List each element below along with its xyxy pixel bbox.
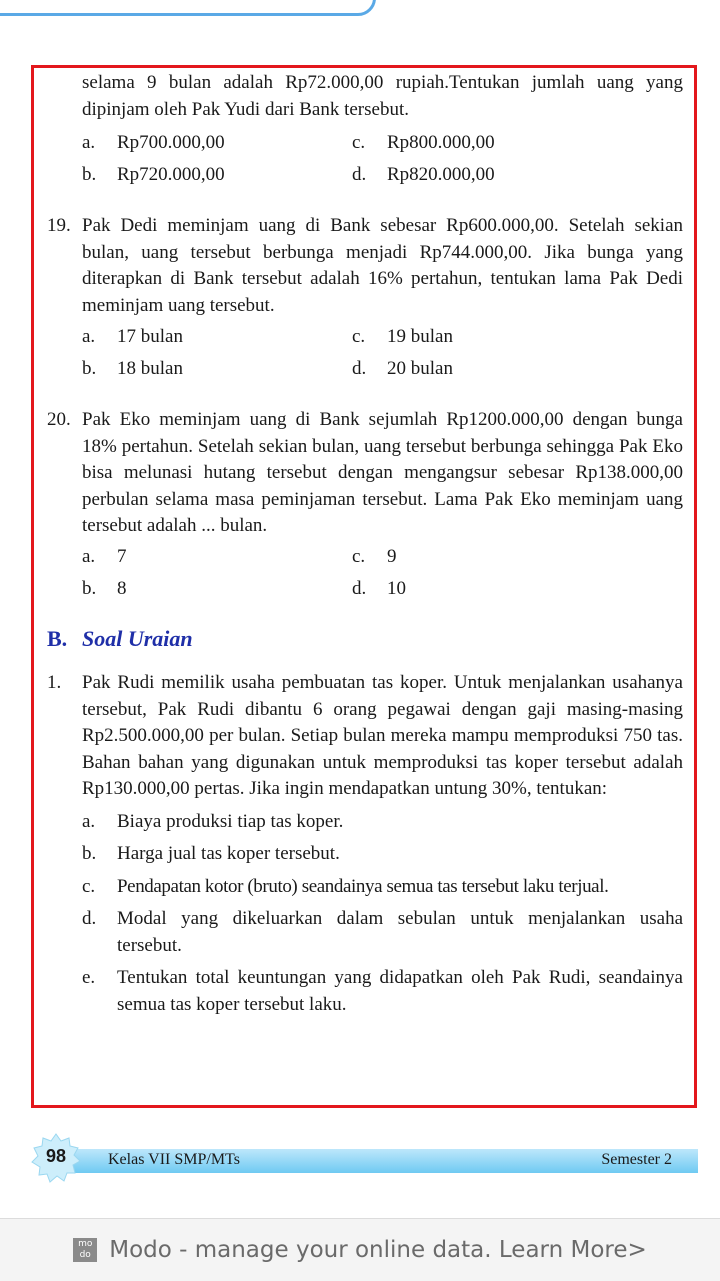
item-letter: d. — [82, 908, 97, 929]
option-letter: d. — [352, 163, 367, 185]
option-letter: a. — [82, 546, 96, 568]
item-text: Pendapatan kotor (bruto) seandainya semua tas tersebut laku terjual. — [117, 875, 609, 897]
intro-question-text: selama 9 bulan adalah Rp72.000,00 rupiah.Tentukan jumlah uang yang dipinjam oleh Pak Yudi dari Bank tersebut. — [82, 72, 683, 120]
option-item — [352, 542, 683, 574]
option-item — [352, 574, 683, 606]
question-text: Pak Eko meminjam uang di Bank sejumlah Rp1200.000,00 dengan bunga 18% pertahun. Setelah sekian bulan, uang tersebut berbunga sehingga Pak Eko bisa melunasi hutang tersebut dengan mengangsur sebesar Rp138.000,00 perbulan selama masa peminjaman tersebut. Lama Pak Eko meminjam uang tersebut adalah ... bulan. — [82, 409, 683, 536]
option-letter: b. — [82, 163, 97, 185]
top-tab-decoration — [0, 0, 376, 16]
essay-item — [47, 874, 683, 901]
option-letter: b. — [82, 578, 97, 600]
modo-logo-icon: mo do — [73, 1238, 97, 1262]
question-number: 20. — [47, 409, 71, 430]
option-item — [352, 353, 683, 385]
essay-item — [47, 841, 683, 868]
option-item — [82, 542, 352, 574]
section-title: Soal Uraian — [82, 625, 193, 651]
option-letter: b. — [82, 357, 97, 379]
question-20 — [47, 407, 683, 540]
item-text: Biaya produksi tiap tas koper. — [117, 810, 344, 832]
intro-options — [47, 127, 683, 191]
option-item — [352, 321, 683, 353]
option-letter: d. — [352, 578, 367, 600]
option-letter: c. — [352, 131, 366, 153]
ad-banner[interactable] — [0, 1218, 720, 1281]
option-item — [352, 159, 683, 191]
essay-item — [47, 906, 683, 959]
question-number: 19. — [47, 215, 71, 236]
page-content — [47, 70, 683, 1018]
item-letter: c. — [82, 875, 96, 897]
item-text: Tentukan total keuntungan yang didapatkan oleh Pak Rudi, seandainya semua tas koper tersebut laku. — [117, 967, 683, 1015]
option-letter: d. — [352, 357, 367, 379]
option-letter: c. — [352, 325, 366, 347]
class-label: Kelas VII SMP/MTs — [108, 1151, 240, 1168]
option-letter: c. — [352, 546, 366, 568]
question-text: Pak Rudi memilik usaha pembuatan tas koper. Untuk menjalankan usahanya tersebut, Pak Rudi dibantu 6 orang pegawai dengan gaji masing-masing Rp2.500.000,00 per bulan. Setiap bulan mereka mampu memproduksi 750 tas. Bahan bahan yang digunakan untuk memproduksi tas koper tersebut adalah Rp130.000,00 pertas. Jika ingin mendapatkan untung 30%, tentukan: — [82, 672, 683, 799]
question-20-options — [47, 542, 683, 606]
question-19-options — [47, 321, 683, 385]
option-text: 8 — [117, 578, 127, 600]
option-text: Rp700.000,00 — [117, 131, 225, 153]
item-letter: e. — [82, 967, 96, 988]
essay-item — [47, 965, 683, 1018]
option-text: 17 bulan — [117, 325, 183, 347]
item-text: Modal yang dikeluarkan dalam sebulan untuk menjalankan usaha tersebut. — [117, 908, 683, 956]
option-letter: a. — [82, 131, 96, 153]
essay-item — [47, 809, 683, 836]
option-text: Rp720.000,00 — [117, 163, 225, 185]
option-item — [352, 127, 683, 159]
ad-text[interactable]: Modo - manage your online data. Learn More> — [109, 1237, 647, 1263]
option-item — [82, 159, 352, 191]
option-text: Rp800.000,00 — [387, 131, 495, 153]
section-heading — [47, 626, 683, 653]
option-text: 18 bulan — [117, 357, 183, 379]
option-item — [82, 574, 352, 606]
option-letter: a. — [82, 325, 96, 347]
question-19 — [47, 213, 683, 319]
essay-question-1 — [47, 670, 683, 803]
option-text: 9 — [387, 546, 397, 568]
semester-label: Semester 2 — [601, 1151, 672, 1168]
item-text: Harga jual tas koper tersebut. — [117, 843, 340, 864]
option-text: Rp820.000,00 — [387, 163, 495, 185]
option-item — [82, 127, 352, 159]
section-number: B. — [47, 625, 68, 651]
option-text: 10 — [387, 578, 406, 600]
page-number: 98 — [45, 1146, 67, 1166]
option-item — [82, 353, 352, 385]
item-letter: a. — [82, 810, 96, 832]
option-text: 20 bulan — [387, 357, 453, 379]
item-letter: b. — [82, 843, 97, 864]
question-number: 1. — [47, 672, 62, 693]
option-text: 7 — [117, 546, 127, 568]
option-text: 19 bulan — [387, 325, 453, 347]
question-text: Pak Dedi meminjam uang di Bank sebesar Rp600.000,00. Setelah sekian bulan, uang tersebut berbunga menjadi Rp744.000,00. Jika bunga yang diterapkan di Bank tersebut adalah 16% pertahun, tentukan lama Pak Dedi meminjam uang tersebut. — [82, 215, 683, 316]
option-item — [82, 321, 352, 353]
